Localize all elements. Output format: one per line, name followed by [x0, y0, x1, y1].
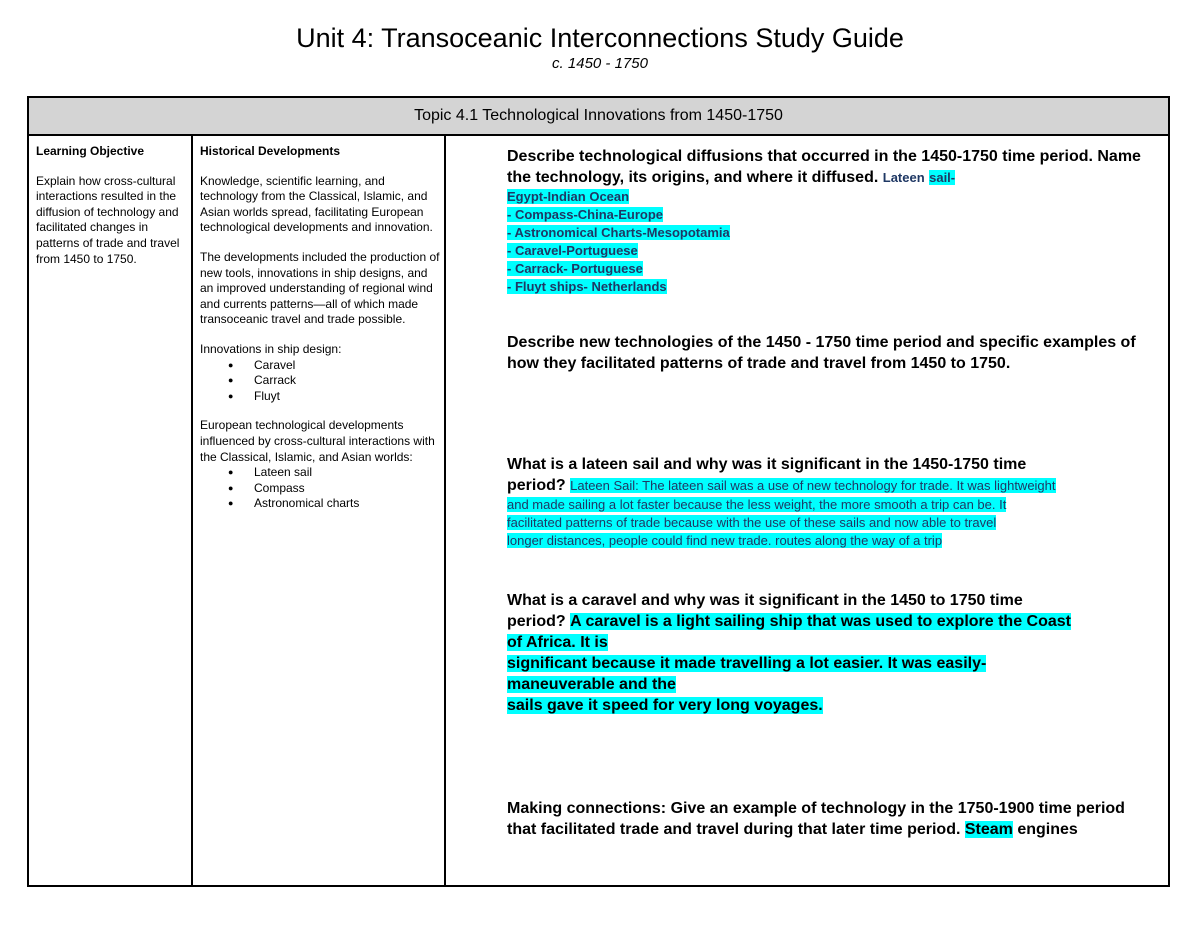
page-subtitle: c. 1450 - 1750	[552, 55, 648, 72]
answer-line: Egypt-Indian Ocean	[507, 189, 630, 204]
answer-line: of Africa. It is	[507, 634, 608, 651]
topic-header: Topic 4.1 Technological Innovations from 1450-1750	[29, 98, 1168, 136]
european-developments-heading: European technological developments influenced by cross-cultural interactions with the Classical, Islamic, and Asian worlds:	[200, 418, 435, 464]
question-caravel	[507, 590, 1152, 716]
developments-paragraph: Knowledge, scientific learning, and technology from the Classical, Islamic, and Asian worlds spread, facilitating European technological developments and innovation.	[200, 173, 433, 235]
question-prompt: period?	[507, 477, 566, 494]
list-item: ● Carrack	[254, 373, 444, 389]
question-making-connections	[507, 798, 1152, 840]
answer-line: - Fluyt ships- Netherlands	[507, 279, 667, 294]
answer-line: - Compass-China-Europe	[507, 207, 664, 222]
answer-line: sails gave it speed for very long voyages.	[507, 697, 823, 714]
page-title: Unit 4: Transoceanic Interconnections Study Guide	[296, 23, 904, 53]
answer-line: - Astronomical Charts-Mesopotamia	[507, 225, 730, 240]
learning-objective-text: Explain how cross-cultural interactions resulted in the diffusion of technology and facilitated changes in patterns of trade and travel from 1450 to 1750.	[36, 173, 180, 266]
answer-line: sail-	[929, 170, 956, 185]
list-item: ● Compass	[254, 481, 444, 497]
ship-design-heading: Innovations in ship design:	[200, 341, 342, 356]
ship-design-list	[200, 358, 444, 405]
answer-line: maneuverable and the	[507, 676, 676, 693]
column-divider	[191, 134, 193, 885]
european-developments-list	[200, 465, 444, 512]
answer-text: engines	[1017, 821, 1078, 838]
study-guide-table	[27, 96, 1170, 887]
answer-line: facilitated patterns of trade because with the use of these sails and now able to travel	[507, 515, 997, 530]
answer-line: significant because it made travelling a lot easier. It was easily-	[507, 655, 987, 672]
historical-developments-column	[200, 144, 444, 526]
column-divider	[444, 134, 446, 885]
question-prompt: What is a caravel and why was it significant in the 1450 to 1750 time	[507, 592, 1023, 609]
answer-line: A caravel is a light sailing ship that was used to explore the Coast	[570, 613, 1071, 630]
answer-line: - Carrack- Portuguese	[507, 261, 643, 276]
question-new-technologies: Describe new technologies of the 1450 - 1750 time period and specific examples of how they facilitated patterns of trade and travel from 1450 to 1750.	[507, 334, 1136, 372]
learning-objective-heading: Learning Objective	[36, 144, 145, 158]
question-prompt: Describe technological diffusions that occurred in the 1450-1750 time period. Name the technology, its origins, and where it diffused.	[507, 148, 1141, 186]
developments-paragraph: The developments included the production of new tools, innovations in ship designs, and an improved understanding of regional wind and currents patterns—all of which made transoceanic travel and trade possible.	[200, 249, 440, 327]
answer-line: and made sailing a lot faster because the less weight, the more smooth a trip can be. It	[507, 497, 1007, 512]
list-item: ● Fluyt	[254, 389, 444, 405]
question-prompt: Making connections: Give an example of technology in the 1750-1900 time period that facilitated trade and travel during that later time period.	[507, 800, 1125, 838]
list-item: ● Lateen sail	[254, 465, 444, 481]
list-item: ● Caravel	[254, 358, 444, 374]
answer-lead: Lateen	[882, 170, 925, 185]
answer-text: Steam	[964, 821, 1013, 838]
answer-line: - Caravel-Portuguese	[507, 243, 638, 258]
question-prompt: What is a lateen sail and why was it significant in the 1450-1750 time	[507, 456, 1027, 473]
question-technological-diffusions	[507, 146, 1152, 296]
question-lateen-sail	[507, 454, 1152, 550]
historical-developments-heading: Historical Developments	[200, 144, 341, 158]
answer-line: Lateen Sail: The lateen sail was a use of new technology for trade. It was lightweight	[570, 478, 1056, 493]
learning-objective-column	[36, 144, 188, 267]
answer-line: longer distances, people could find new trade. routes along the way of a trip	[507, 533, 943, 548]
list-item: ● Astronomical charts	[254, 496, 444, 512]
question-prompt: period?	[507, 613, 566, 630]
